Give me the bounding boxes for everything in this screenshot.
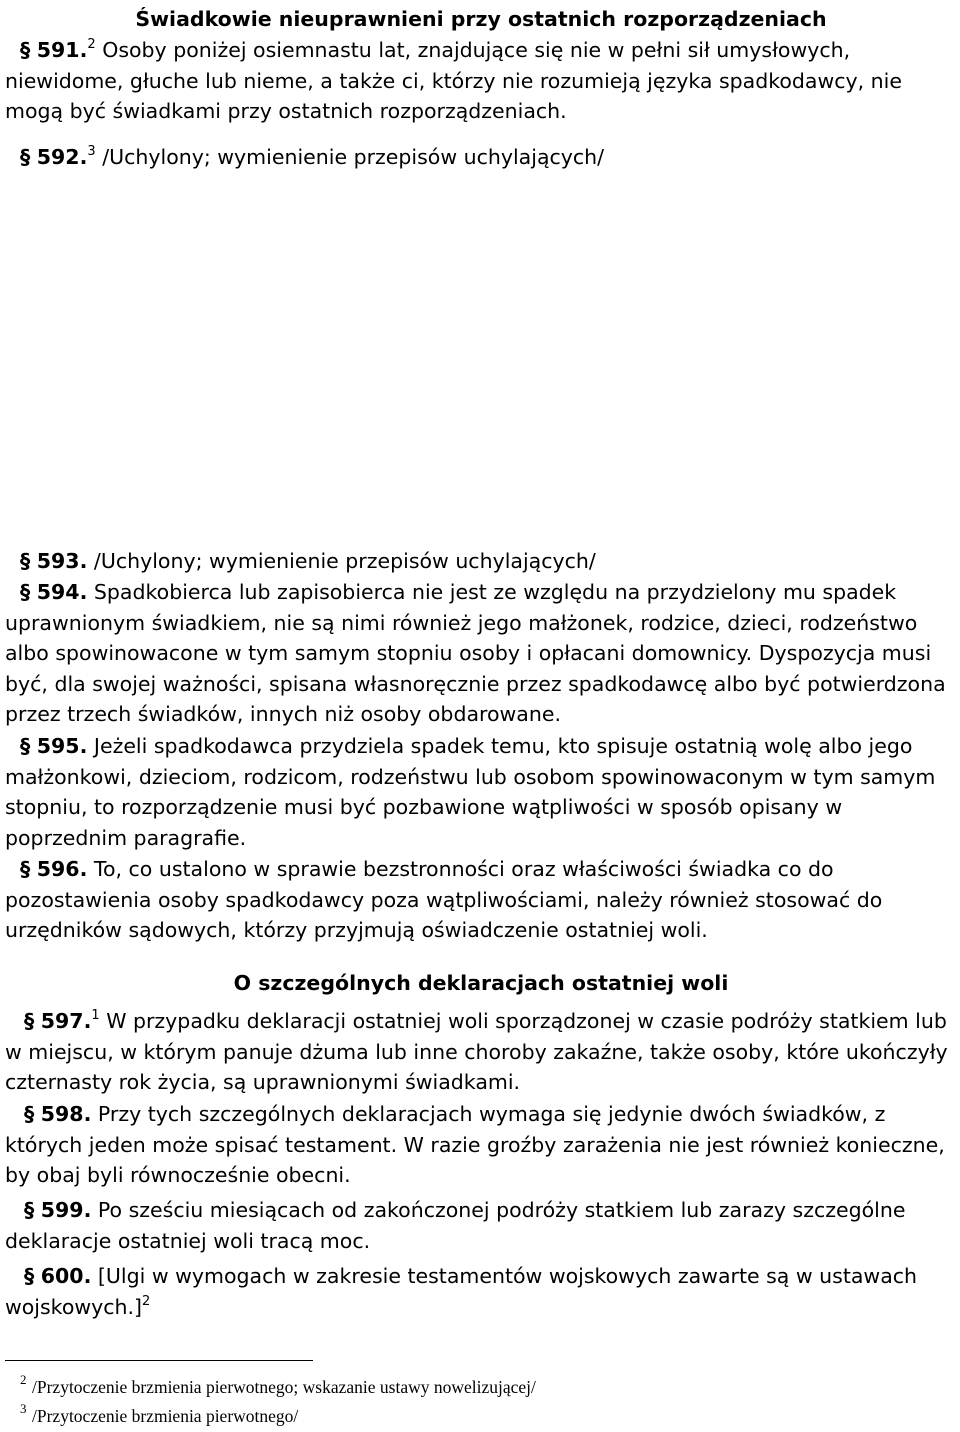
section-594 <box>5 577 957 730</box>
heading-special-declarations: O szczególnych deklaracjach ostatniej woli <box>233 971 729 995</box>
section-591 <box>5 35 957 127</box>
section-text: Przy tych szczególnych deklaracjach wymaga się jedynie dwóch świadków, z których jeden może spisać testament. W razie groźby zarażenia nie jest również konieczne, by obaj byli równocześnie obecni. <box>5 1102 945 1187</box>
section-number: 599. <box>40 1198 92 1222</box>
section-text: [Ulgi w wymogach w zakresie testamentów wojskowych zawarte są w ustawach wojskowych.] <box>5 1264 918 1319</box>
section-sign: § <box>24 1102 35 1126</box>
section-sign: § <box>24 1264 35 1288</box>
footnote-ref: 2 <box>142 1293 151 1309</box>
section-text: /Uchylony; wymienienie przepisów uchylających/ <box>93 549 596 573</box>
footnote-text: /Przytoczenie brzmienia pierwotnego; wskazanie ustawy nowelizującej/ <box>32 1377 536 1397</box>
section-599 <box>5 1195 957 1256</box>
section-text: Osoby poniżej osiemnastu lat, znajdujące się nie w pełni sił umysłowych, niewidome, głuche lub nieme, a także ci, którzy nie rozumieją języka spadkodawcy, nie mogą być świadkami przy ostatnich rozporządzeniach. <box>5 38 902 123</box>
heading-witnesses: Świadkowie nieuprawnieni przy ostatnich rozporządzeniach <box>135 7 827 31</box>
section-593 <box>5 546 957 577</box>
footnote-ref: 2 <box>87 37 96 52</box>
section-number: 596. <box>36 857 88 881</box>
section-text: Jeżeli spadkodawca przydziela spadek temu, kto spisuje ostatnią wolę albo jego małżonkowi, dzieciom, rodzicom, rodzeństwu lub osobom spowinowaconym w tym samym stopniu, to rozporządzenie musi być pozbawione wątpliwości w sposób opisany w poprzednim paragrafie. <box>5 734 936 850</box>
section-number: 592. <box>36 145 88 169</box>
section-600 <box>5 1261 957 1322</box>
section-sign: § <box>20 549 31 573</box>
section-number: 591. <box>36 38 88 62</box>
section-text: W przypadku deklaracji ostatniej woli sporządzonej w czasie podróży statkiem lub w miejscu, w którym panuje dżuma lub inne choroby zakaźne, także osoby, które ukończyły czternasty rok życia, są uprawnionymi świadkami. <box>5 1009 948 1094</box>
section-text: To, co ustalono w sprawie bezstronności oraz właściwości świadka co do pozostawienia osoby spadkodawcy poza wątpliwościami, należy również stosować do urzędników sądowych, którzy przyjmują oświadczenie ostatniej woli. <box>5 857 883 942</box>
section-number: 597. <box>40 1009 92 1033</box>
footnote-divider <box>5 1360 313 1361</box>
section-sign: § <box>20 580 31 604</box>
section-number: 600. <box>40 1264 92 1288</box>
section-597 <box>5 1006 957 1098</box>
section-596 <box>5 854 957 946</box>
footnote-2: $^2$ /Przytoczenie brzmienia pierwotnego; wskazanie ustawy nowelizującej/ <box>20 1372 536 1397</box>
section-sign: § <box>20 145 31 169</box>
section-sign: § <box>20 38 31 62</box>
section-595 <box>5 731 957 853</box>
section-number: 595. <box>36 734 88 758</box>
section-text: Po sześciu miesiącach od zakończonej podróży statkiem lub zarazy szczególne deklaracje ostatniej woli tracą moc. <box>5 1198 906 1253</box>
section-sign: § <box>20 734 31 758</box>
section-sign: § <box>20 857 31 881</box>
footnote-3: $^3$ /Przytoczenie brzmienia pierwotnego/ <box>20 1401 299 1426</box>
section-598 <box>5 1099 957 1191</box>
section-sign: § <box>24 1198 35 1222</box>
section-number: 593. <box>36 549 88 573</box>
footnote-text: /Przytoczenie brzmienia pierwotnego/ <box>32 1406 299 1426</box>
section-592 <box>5 142 957 173</box>
footnote-ref: 1 <box>91 1008 100 1023</box>
footnote-ref: 3 <box>87 144 96 159</box>
section-text: Spadkobierca lub zapisobierca nie jest ze względu na przydzielony mu spadek uprawnionym świadkiem, nie są nimi również jego małżonek, rodzice, dzieci, rodzeństwo albo spowinowacone w tym samym stopniu osoby i opłacani domownicy. Dyspozycja musi być, dla swojej ważności, spisana własnoręcznie przez spadkodawcę albo być potwierdzona przez trzech świadków, innych niż osoby obdarowane. <box>5 580 946 726</box>
section-text: /Uchylony; wymienienie przepisów uchylających/ <box>102 145 605 169</box>
section-number: 598. <box>40 1102 92 1126</box>
section-number: 594. <box>36 580 88 604</box>
section-sign: § <box>24 1009 35 1033</box>
